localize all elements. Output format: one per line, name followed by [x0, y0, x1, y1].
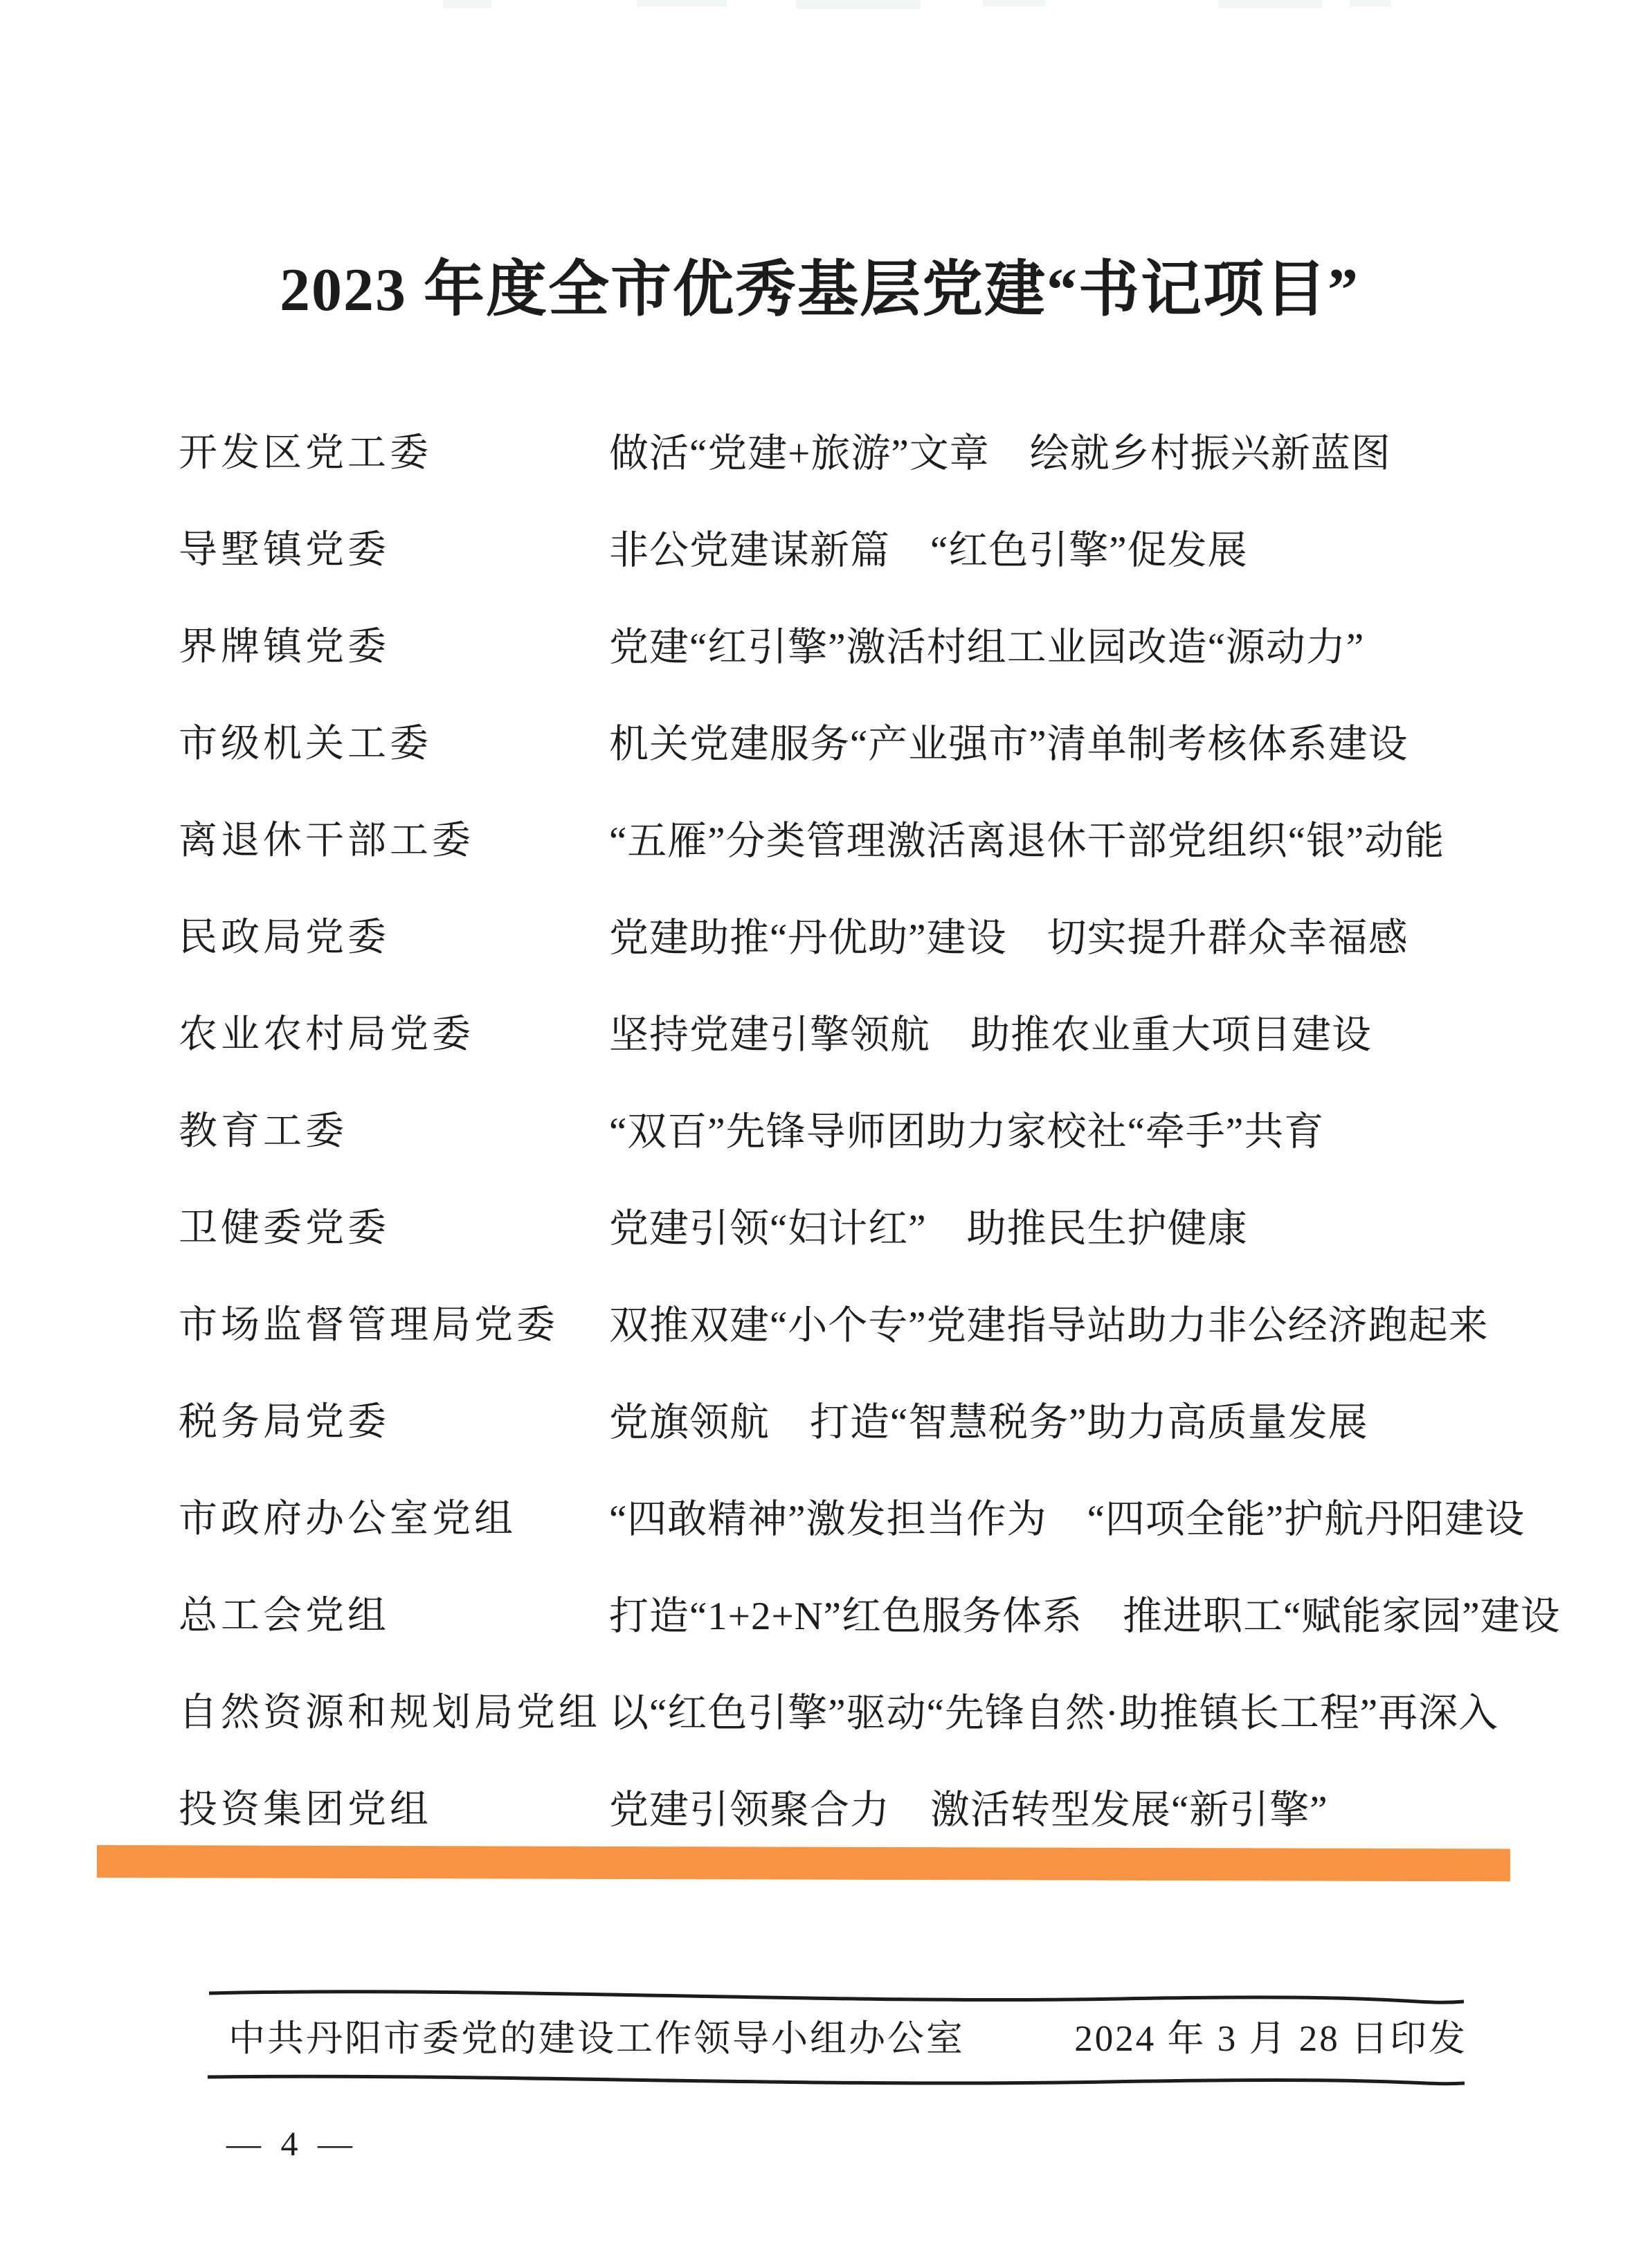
project-title: 做活“党建+旅游”文章 绘就乡村振兴新蓝图 — [609, 432, 1391, 475]
footer-date: 2024 年 3 月 28 日印发 — [1074, 2019, 1467, 2059]
project-title: “五雁”分类管理激活离退休干部党组织“银”动能 — [609, 819, 1445, 863]
list-item — [179, 401, 1535, 498]
list-item — [179, 1564, 1561, 1661]
org-name: 自然资源和规划局党组 — [179, 1691, 601, 1734]
project-title: 党建引领“妇计红” 助推民生护健康 — [609, 1207, 1248, 1251]
list-item — [179, 1370, 1535, 1467]
project-title: 打造“1+2+N”红色服务体系 推进职工“赋能家园”建设 — [609, 1595, 1561, 1638]
project-title: 党旗领航 打造“智慧税务”助力高质量发展 — [609, 1401, 1368, 1444]
page-number: — 4 — — [226, 2124, 358, 2163]
project-list — [179, 401, 1561, 1855]
list-item — [179, 983, 1535, 1080]
list-item — [179, 1080, 1535, 1177]
org-name: 导墅镇党委 — [179, 529, 390, 572]
org-name: 农业农村局党委 — [179, 1013, 474, 1056]
org-name: 市级机关工委 — [179, 723, 432, 765]
project-title: 党建“红引擎”激活村组工业园改造“源动力” — [609, 626, 1365, 669]
org-name: 卫健委党委 — [179, 1207, 390, 1250]
org-name: 投资集团党组 — [179, 1788, 432, 1831]
page-title: 2023 年度全市优秀基层党建“书记项目” — [279, 257, 1359, 324]
org-name: 离退休干部工委 — [179, 819, 474, 862]
footer-bottom-rule — [208, 2076, 1465, 2084]
org-name: 市政府办公室党组 — [179, 1498, 516, 1541]
list-item — [179, 1661, 1535, 1758]
org-name: 税务局党委 — [179, 1401, 390, 1444]
project-title: 双推双建“小个专”党建指导站助力非公经济跑起来 — [609, 1304, 1489, 1348]
scan-artifact-top — [0, 0, 1639, 11]
org-name: 界牌镇党委 — [179, 626, 390, 669]
org-name: 教育工委 — [179, 1110, 347, 1153]
project-title: “四敢精神”激发担当作为 “四项全能”护航丹阳建设 — [609, 1498, 1525, 1541]
footer-top-rule — [209, 1992, 1464, 2003]
orange-highlight-bar — [97, 1845, 1510, 1881]
project-title: 非公党建谋新篇 “红色引擎”促发展 — [609, 529, 1248, 572]
project-title: “双百”先锋导师团助力家校社“牵手”共育 — [609, 1110, 1325, 1154]
list-item — [179, 692, 1535, 789]
org-name: 总工会党组 — [179, 1595, 390, 1638]
project-title: 党建引领聚合力 激活转型发展“新引擎” — [609, 1788, 1328, 1832]
list-item — [179, 595, 1535, 692]
footer-issuer: 中共丹阳市委党的建设工作领导小组办公室 — [228, 2019, 965, 2059]
org-name: 开发区党工委 — [179, 432, 432, 475]
list-item — [179, 498, 1535, 595]
list-item — [179, 886, 1535, 983]
project-title: 党建助推“丹优助”建设 切实提升群众幸福感 — [609, 916, 1409, 960]
project-title: 坚持党建引擎领航 助推农业重大项目建设 — [609, 1013, 1372, 1057]
footer — [228, 2009, 1467, 2062]
list-item — [179, 1758, 1535, 1855]
org-name: 民政局党委 — [179, 916, 390, 959]
project-title: 以“红色引擎”驱动“先锋自然·助推镇长工程”再深入 — [609, 1691, 1499, 1735]
org-name: 市场监督管理局党委 — [179, 1304, 559, 1347]
list-item — [179, 1467, 1535, 1564]
project-title: 机关党建服务“产业强市”清单制考核体系建设 — [609, 723, 1409, 766]
list-item — [179, 1273, 1535, 1370]
list-item — [179, 1177, 1535, 1273]
list-item — [179, 789, 1535, 886]
